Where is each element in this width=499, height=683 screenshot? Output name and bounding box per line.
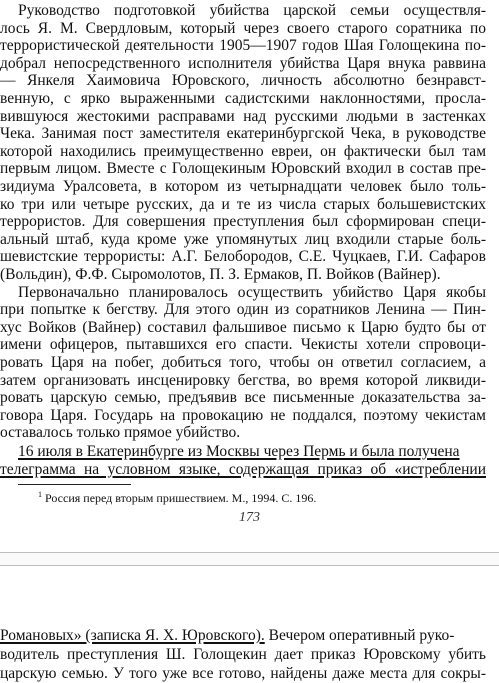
text-line: ко три или четыре русских, да и те из числа старых большевистских	[0, 195, 486, 213]
text-line: вившуюся жестокими расправами над русскими людьми в застенках	[0, 107, 486, 125]
page-break	[0, 552, 499, 566]
text-line: ровать Царя на побег, добиться того, чтобы он ответил согласием, а	[0, 354, 486, 371]
text-line: шевистские террористы: А.Г. Белобородов, С.Е. Чуцкаев, Г.И. Сафаров	[0, 248, 486, 266]
text-line: Руководство подготовкой убийства царской семьи осуществля-	[18, 2, 486, 19]
text-line: (Вольдин), Ф.Ф. Сыромолотов, П. З. Ермаков, П. Войков (Вайнер).	[0, 266, 441, 283]
text-line: Первоначально планировалось осуществить убийство Царя якобы	[18, 283, 486, 301]
text-line: царскую семью. У того уже все готово, найдены даже места для сокры-	[0, 665, 486, 682]
text-line: ровать царскую семью, предъявив все письменные доказательства за-	[0, 389, 486, 407]
text-line: лось Я. М. Свердловым, который через своего старого соратника по	[0, 19, 486, 37]
text-line: террористической деятельности 1905—1907 годов Шая Голощекина по-	[0, 37, 486, 55]
text-line: водитель преступления Ш. Голощекин дает приказ Юровскому убить	[0, 646, 486, 663]
text-line: зидиума Уралсовета, в котором из четырнадцати человек было толь-	[0, 178, 486, 195]
text-span: Вечером оперативный руко-	[264, 627, 455, 644]
text-line: говора Царя. Государь на провокацию не поддался, поэтому чекистам	[0, 406, 486, 424]
underlined-line: 16 июля в Екатеринбурге из Москвы через Пермь и была получена	[18, 443, 460, 460]
underlined-text: Романовых» (записка Я. Х. Юровского).	[0, 627, 265, 644]
text-line: первым лицом. Вместе с Голощекиным Юровский входил в состав пре-	[0, 160, 486, 178]
footnote-rule	[18, 484, 131, 485]
text-line: Чека. Занимая пост заместителя екатеринбургской Чека, в руководстве	[0, 125, 486, 143]
footnote-marker: 1	[38, 490, 42, 499]
text-line: которой находились преимущественно евреи, он фактически был там	[0, 142, 486, 160]
underlined-line: телеграмма на условном языке, содержащая приказ об «истреблении	[0, 461, 486, 478]
text-line: венную, с ярко выраженными садистскими наклонностями, просла-	[0, 90, 486, 107]
footnote	[38, 490, 316, 506]
text-line: альный штаб, куда кроме уже упомянутых лиц входили старые боль-	[0, 230, 486, 248]
text-line: оставалось только прямое убийство.	[0, 424, 241, 442]
text-line: — Янкеля Хаимовича Юровского, личность абсолютно безнравст-	[0, 72, 486, 90]
text-line: имени офицеров, пытавшихся его спасти. Чекисты хотели спровоци-	[0, 336, 486, 354]
text-line	[0, 626, 486, 645]
footnote-text: Россия перед вторым пришествием. М., 1994. С. 196.	[45, 491, 317, 505]
text-line: затем организовать инсценировку бегства, во время которой ликвиди-	[0, 371, 486, 389]
text-line: хус Войков (Вайнер) составил фальшивое письмо к Царю будто бы от	[0, 318, 486, 336]
page-number: 173	[239, 510, 260, 525]
text-line: террористов. Для совершения преступления был сформирован специ-	[0, 213, 486, 231]
text-line: добрал непосредственного исполнителя убийства Царя внука раввина	[0, 54, 486, 72]
text-line: при попытке к бегству. Для этого один из соратников Ленина — Пин-	[0, 301, 486, 319]
